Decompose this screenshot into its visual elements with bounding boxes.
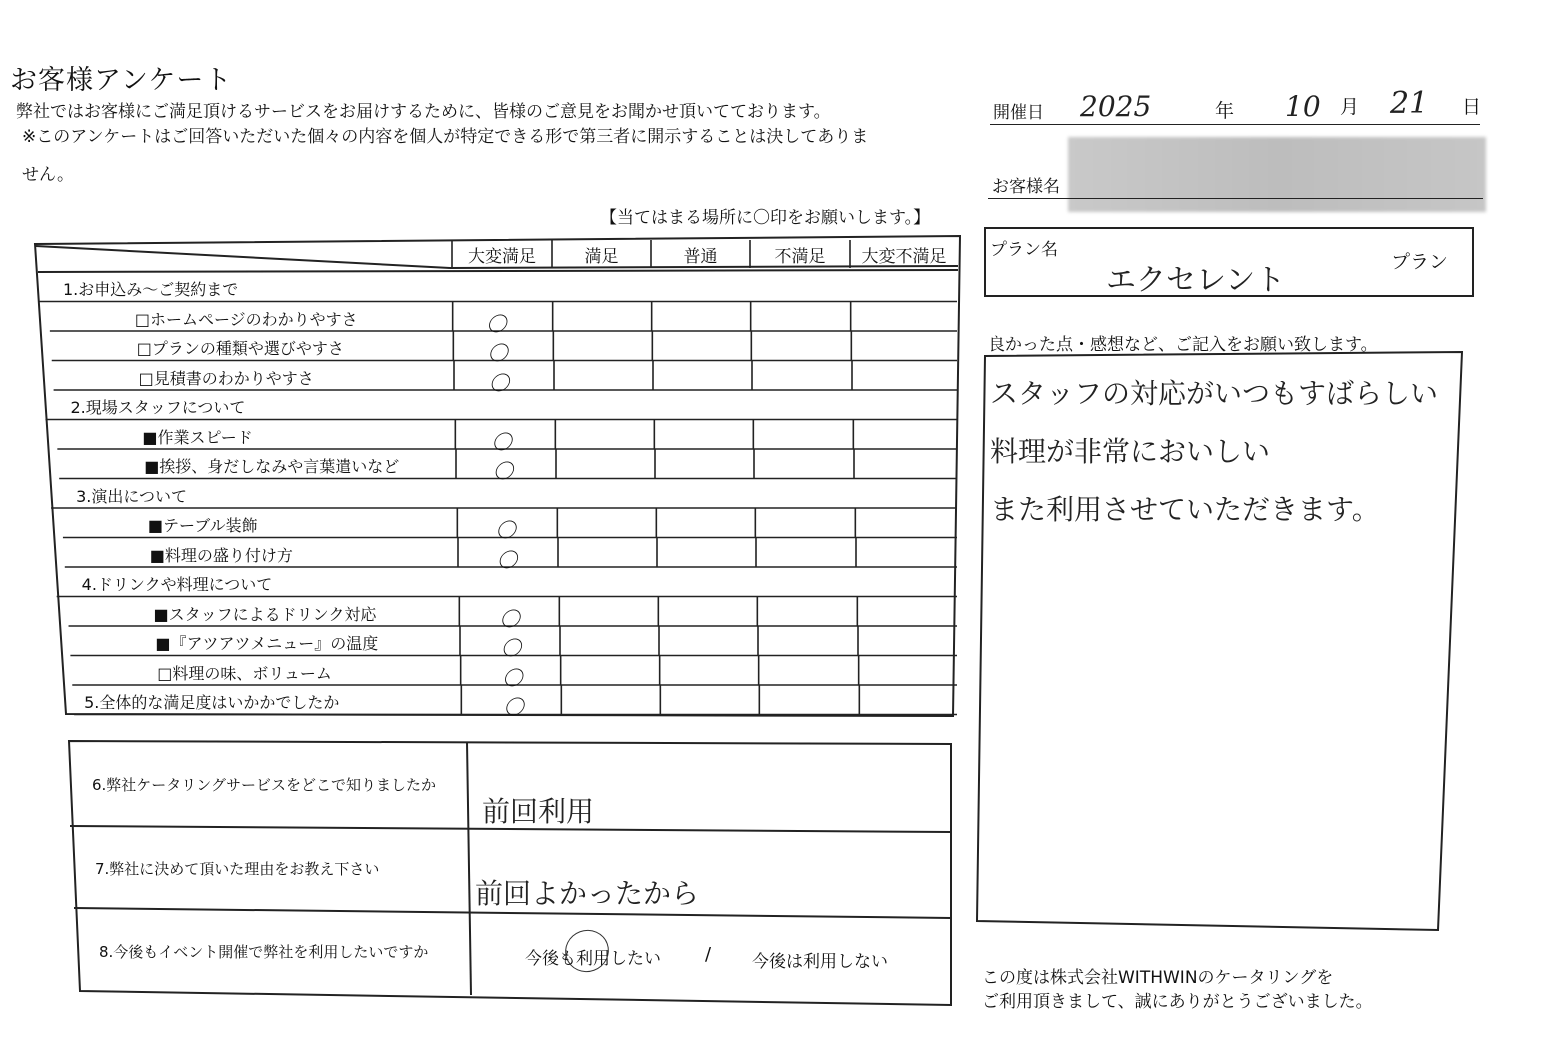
question-7-answer: 前回よかったから: [475, 877, 700, 910]
rating-mark: 〇: [502, 665, 523, 690]
date-month-value: 10: [1285, 90, 1321, 123]
rating-mark: 〇: [486, 311, 507, 336]
question-6-label: 6.弊社ケータリングサービスをどこで知りましたか: [92, 776, 437, 794]
date-year-label: 年: [1215, 100, 1235, 122]
rating-section-label: 3.演出について: [76, 486, 188, 506]
question-8-option-yes: 今後も利用したい: [525, 949, 661, 969]
date-day-value: 21: [1390, 86, 1429, 121]
date-label: 開催日: [993, 103, 1044, 123]
comment-line-1: スタッフの対応がいつもすばらしい: [990, 377, 1439, 410]
intro-text-1: 弊社ではお客様にご満足頂けるサービスをお届けするために、皆様のご意見をお聞かせ頂いてております。: [16, 102, 831, 122]
customer-name-label: お客様名: [992, 177, 1060, 197]
comment-line-3: また利用させていただきます。: [990, 493, 1380, 526]
rating-section-label: 4.ドリンクや料理について: [81, 575, 273, 594]
question-6-answer: 前回利用: [482, 795, 595, 828]
date-day-label: 日: [1462, 96, 1482, 118]
rating-section-label: 1.お申込み～ご契約まで: [63, 280, 239, 299]
rating-column-header: 満足: [584, 247, 619, 267]
rating-item-label: ■『アツアツメニュー』の温度: [155, 634, 379, 653]
footer-line-2: ご利用頂きまして、誠にありがとうございました。: [982, 992, 1373, 1012]
date-month-label: 月: [1340, 96, 1360, 118]
rating-item-label: ■料理の盛り付け方: [149, 545, 293, 565]
rating-item-label: □料理の味、ボリューム: [157, 663, 332, 683]
rating-mark: 〇: [489, 370, 509, 395]
rating-column-header: 普通: [683, 247, 718, 267]
rating-column-header: 大変満足: [468, 247, 536, 267]
rating-item-label: □ホームページのわかりやすさ: [134, 309, 358, 329]
comments-label: 良かった点・感想など、ご記入をお願い致します。: [988, 335, 1378, 355]
rating-item-label: 5.全体的な満足度はいかかでしたか: [84, 693, 340, 712]
rating-column-header: 不満足: [774, 247, 826, 267]
rating-column-header: 大変不満足: [861, 247, 947, 267]
footer-line-1: この度は株式会社WITHWINのケータリングを: [982, 968, 1334, 988]
plan-suffix: プラン: [1391, 251, 1449, 273]
rating-mark: 〇: [493, 459, 513, 483]
page-title: お客様アンケート: [10, 65, 233, 96]
rating-item-label: □見積書のわかりやすさ: [138, 368, 314, 388]
rating-item-label: ■スタッフによるドリンク対応: [153, 604, 377, 624]
rating-item-label: ■テーブル装飾: [147, 516, 258, 535]
rating-item-label: □プランの種類や選びやすさ: [136, 339, 344, 358]
plan-label: プラン名: [990, 240, 1058, 260]
rating-item-label: ■挨拶、身だしなみや言葉遣いなど: [144, 457, 400, 476]
rating-section-label: 2.現場スタッフについて: [70, 398, 246, 417]
question-8-separator: /: [705, 944, 712, 965]
question-7-label: 7.弊社に決めて頂いた理由をお教え下さい: [95, 860, 380, 878]
intro-text-2: ※このアンケートはご回答いただいた個々の内容を個人が特定できる形で第三者に開示することは決してありま: [22, 127, 869, 147]
rating-mark: 〇: [499, 606, 520, 631]
intro-text-3: せん。: [22, 165, 75, 185]
rating-mark: 〇: [495, 518, 516, 542]
question-8-option-no: 今後は利用しない: [752, 952, 888, 972]
rating-mark: 〇: [497, 547, 517, 572]
rating-mark: 〇: [491, 429, 512, 454]
date-year-value: 2025: [1080, 90, 1152, 123]
rating-mark: 〇: [501, 636, 521, 660]
plan-value: エクセレント: [1106, 263, 1286, 298]
rating-item-label: ■作業スピード: [142, 427, 253, 447]
question-8-label: 8.今後もイベント開催で弊社を利用したいですか: [99, 943, 429, 961]
instruction-text: 【当てはまる場所に〇印をお願いします。】: [600, 208, 931, 228]
rating-mark: 〇: [487, 341, 508, 365]
rating-mark: 〇: [503, 695, 524, 719]
comment-line-2: 料理が非常においしい: [990, 435, 1271, 468]
